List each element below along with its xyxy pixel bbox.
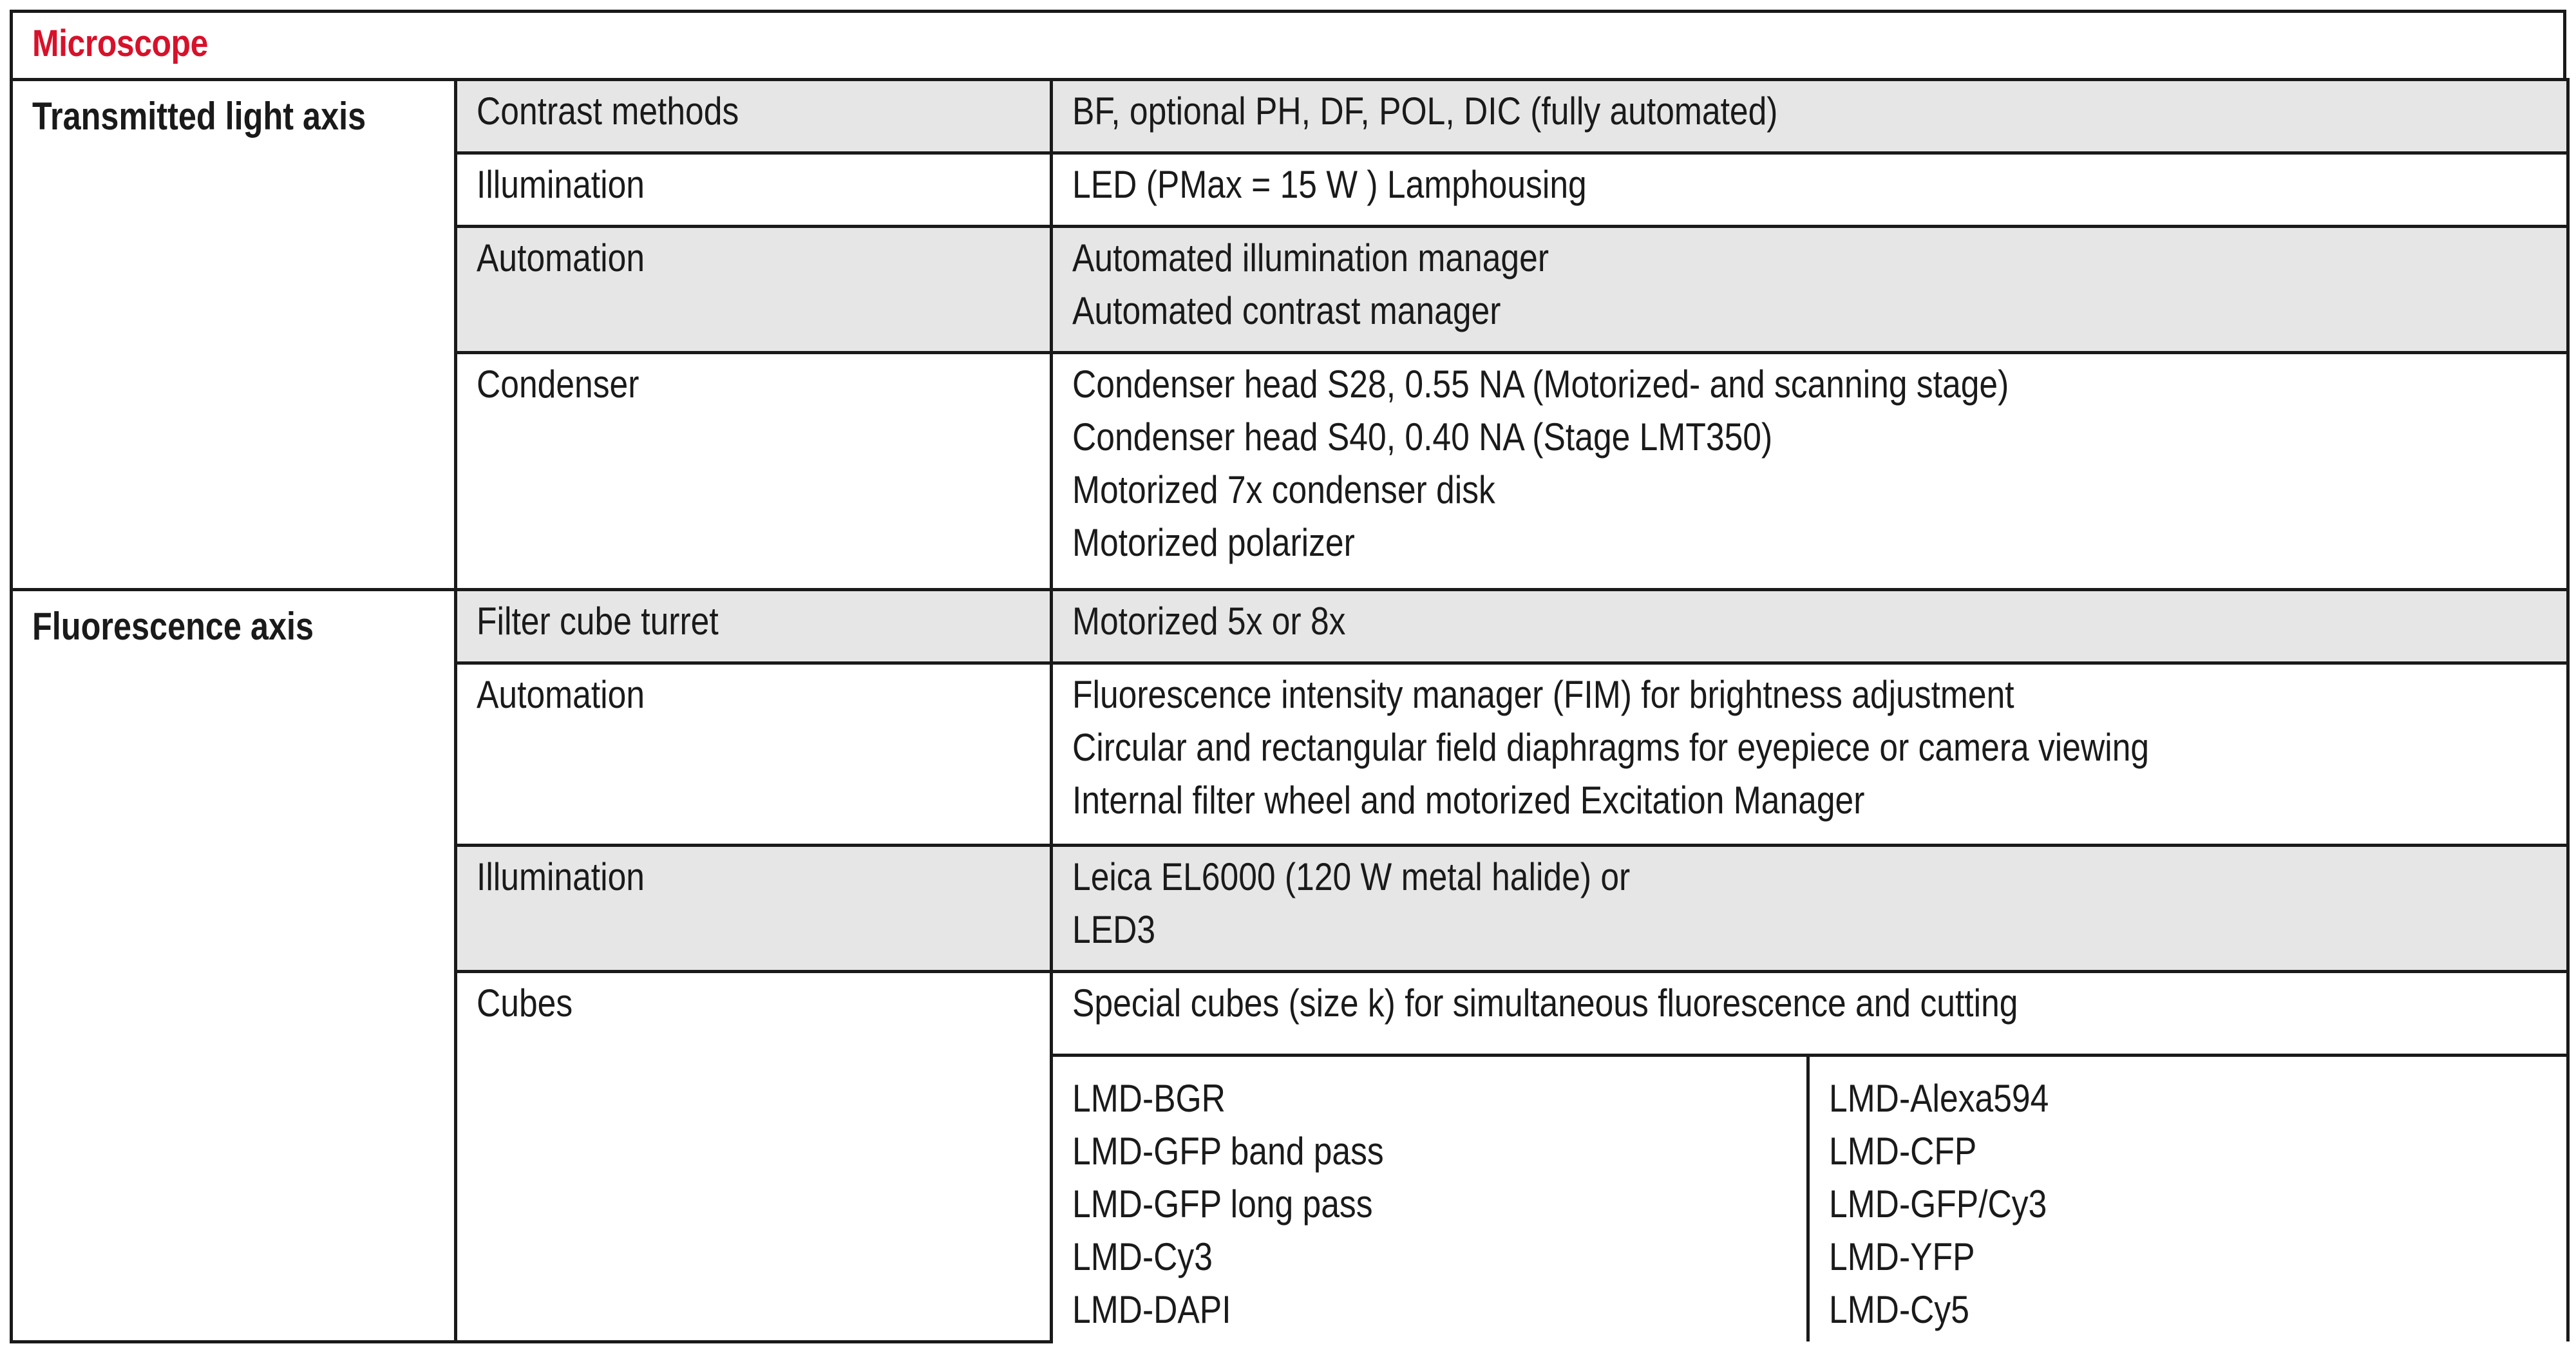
row-value: BF, optional PH, DF, POL, DIC (fully automated)	[1052, 80, 2568, 153]
list-item: LMD-GFP/Cy3	[1829, 1182, 2047, 1226]
row-label: Filter cube turret	[456, 590, 1052, 663]
list-item: LMD-Cy5	[1829, 1288, 1969, 1331]
row-label: Illumination	[456, 846, 1052, 972]
axis-transmitted-light: Transmitted light axis	[12, 80, 456, 590]
table-row	[12, 80, 2568, 153]
list-item: LMD-Alexa594	[1829, 1077, 2049, 1120]
list-item: LMD-GFP band pass	[1072, 1130, 1384, 1173]
list-item: LMD-YFP	[1829, 1235, 1975, 1278]
list-item: LMD-GFP long pass	[1072, 1182, 1373, 1226]
row-value: Fluorescence intensity manager (FIM) for brightness adjustment Circular and rectangular field diaphragms for eyepiece or camera viewing Internal filter wheel and motorized Excitation Manager	[1052, 663, 2568, 846]
row-value: Motorized 5x or 8x	[1052, 590, 2568, 663]
section-header	[10, 10, 2566, 78]
table-row	[12, 590, 2568, 663]
row-label: Cubes	[456, 972, 1052, 1342]
row-label: Illumination	[456, 153, 1052, 227]
row-value: Leica EL6000 (120 W metal halide) or LED3	[1052, 846, 2568, 972]
row-label: Contrast methods	[456, 80, 1052, 153]
list-item: LMD-Cy3	[1072, 1235, 1213, 1278]
list-item: LMD-DAPI	[1072, 1288, 1231, 1331]
spec-table	[10, 78, 2570, 1343]
list-item: LMD-BGR	[1072, 1077, 1226, 1120]
row-value: LED (PMax = 15 W ) Lamphousing	[1052, 153, 2568, 227]
axis-fluorescence: Fluorescence axis	[12, 590, 456, 1342]
row-value: Special cubes (size k) for simultaneous fluorescence and cutting	[1052, 972, 2568, 1056]
row-label: Condenser	[456, 353, 1052, 590]
cubes-list-right	[1808, 1056, 2568, 1342]
cubes-list-left	[1052, 1056, 1808, 1342]
row-value: Automated illumination manager Automated contrast manager	[1052, 227, 2568, 353]
row-label: Automation	[456, 227, 1052, 353]
row-label: Automation	[456, 663, 1052, 846]
list-item: LMD-CFP	[1829, 1130, 1977, 1173]
section-title: Microscope	[32, 23, 208, 64]
row-value: Condenser head S28, 0.55 NA (Motorized- and scanning stage) Condenser head S40, 0.40 NA (Stage LMT350) Motorized 7x condenser disk Motorized polarizer	[1052, 353, 2568, 590]
